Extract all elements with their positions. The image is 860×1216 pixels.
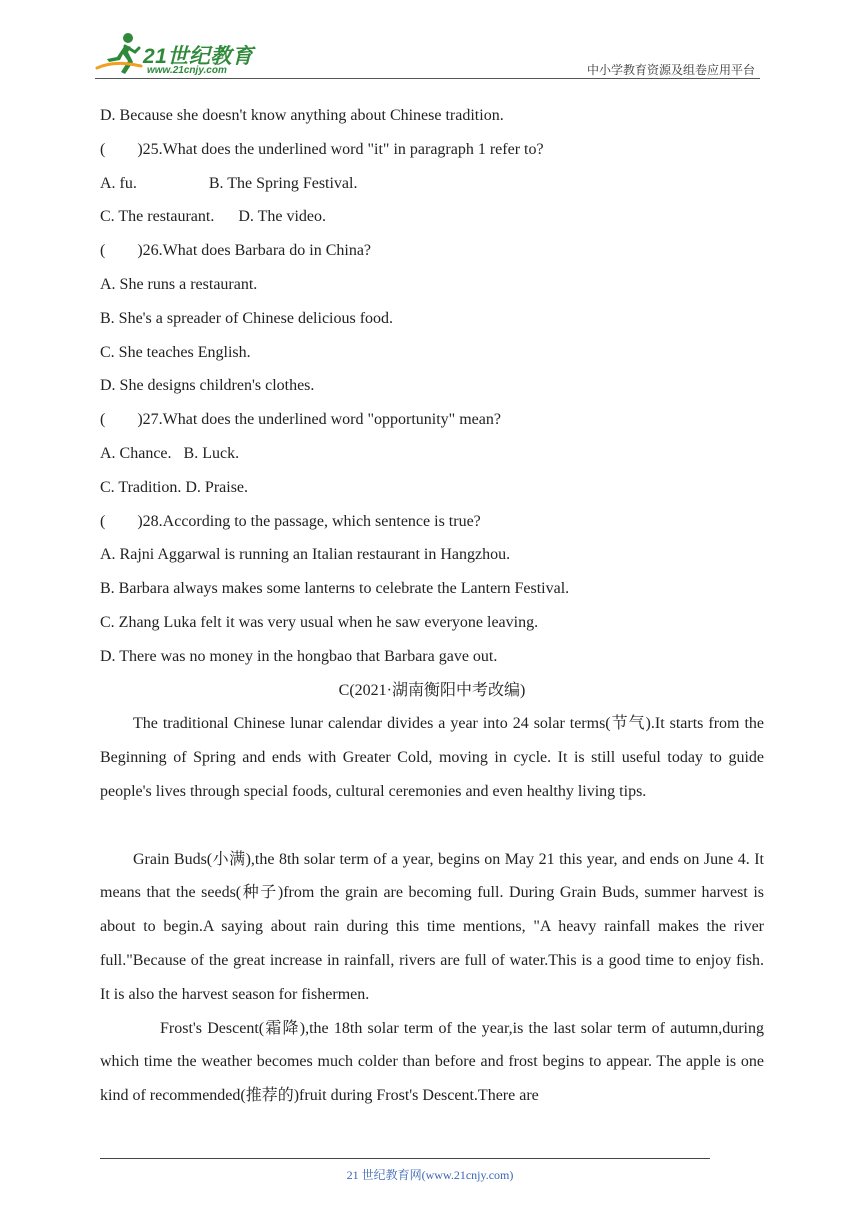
question-28: ( )28.According to the passage, which sentence is true? — [100, 512, 481, 530]
question-26: ( )26.What does Barbara do in China? — [100, 242, 372, 260]
logo-url: www.21cnjy.com — [147, 65, 227, 76]
option-line: D. There was no money in the hongbao that Barbara gave out. — [100, 647, 498, 665]
paragraph-frosts-descent: Frost's Descent(霜降),the 18th solar term of the year,is the last solar term of autumn,during which time the weather becomes much colder than before and frost begins to appear. The apple is one kind of recommended(推荐的)fruit during Frost's Descent.There are — [100, 1019, 764, 1105]
option-line: A. Rajni Aggarwal is running an Italian restaurant in Hangzhou. — [100, 546, 511, 564]
option-line: C. Zhang Luka felt it was very usual when he saw everyone leaving. — [100, 613, 539, 631]
logo-wordmark: 21世纪教育 — [143, 45, 254, 68]
question-25: ( )25.What does the underlined word "it" in paragraph 1 refer to? — [100, 140, 544, 158]
platform-tagline: 中小学教育资源及组卷应用平台 — [586, 63, 755, 77]
footer-divider — [100, 1158, 710, 1159]
option-line: D. Because she doesn't know anything about Chinese tradition. — [100, 107, 504, 124]
document-body — [100, 99, 764, 1113]
option-line: A. Chance. B. Luck. — [100, 444, 240, 462]
site-logo — [95, 30, 265, 78]
option-line: B. She's a spreader of Chinese delicious food. — [100, 309, 394, 327]
option-line: C. The restaurant. D. The video. — [100, 208, 327, 226]
option-line: C. She teaches English. — [100, 343, 251, 361]
option-line: D. She designs children's clothes. — [100, 377, 315, 395]
paragraph-intro: The traditional Chinese lunar calendar divides a year into 24 solar terms(节气).It starts from the Beginning of Spring and ends with Greater Cold, moving in cycle. It is still useful today to guide people's lives through special foods, cultural ceremonies and even healthy living tips. — [100, 715, 764, 800]
option-line: A. fu. B. The Spring Festival. — [100, 174, 358, 192]
option-line: A. She runs a restaurant. — [100, 275, 258, 293]
section-title: C(2021·湖南衡阳中考改编) — [338, 681, 526, 699]
page-footer: 21 世纪教育网(www.21cnjy.com) — [346, 1168, 514, 1182]
paragraph-grain-buds: Grain Buds(小满),the 8th solar term of a year, begins on May 21 this year, and ends on June 4. It means that the seeds(种子)from the grain are becoming full. During Grain Buds, summer harvest is about to begin.A saying about rain during this time mentions, "A heavy rainfall makes the river full."Because of the great increase in rainfall, rivers are full of water.This is a good time to enjoy fish. It is also the harvest season for fishermen. — [100, 850, 764, 1003]
question-27: ( )27.What does the underlined word "opportunity" mean? — [100, 411, 501, 429]
page-header — [0, 0, 860, 80]
runner-icon — [95, 30, 145, 76]
option-line: B. Barbara always makes some lanterns to celebrate the Lantern Festival. — [100, 580, 570, 598]
paragraph-spacer — [100, 809, 764, 843]
option-line: C. Tradition. D. Praise. — [100, 478, 249, 496]
header-divider — [95, 78, 760, 79]
